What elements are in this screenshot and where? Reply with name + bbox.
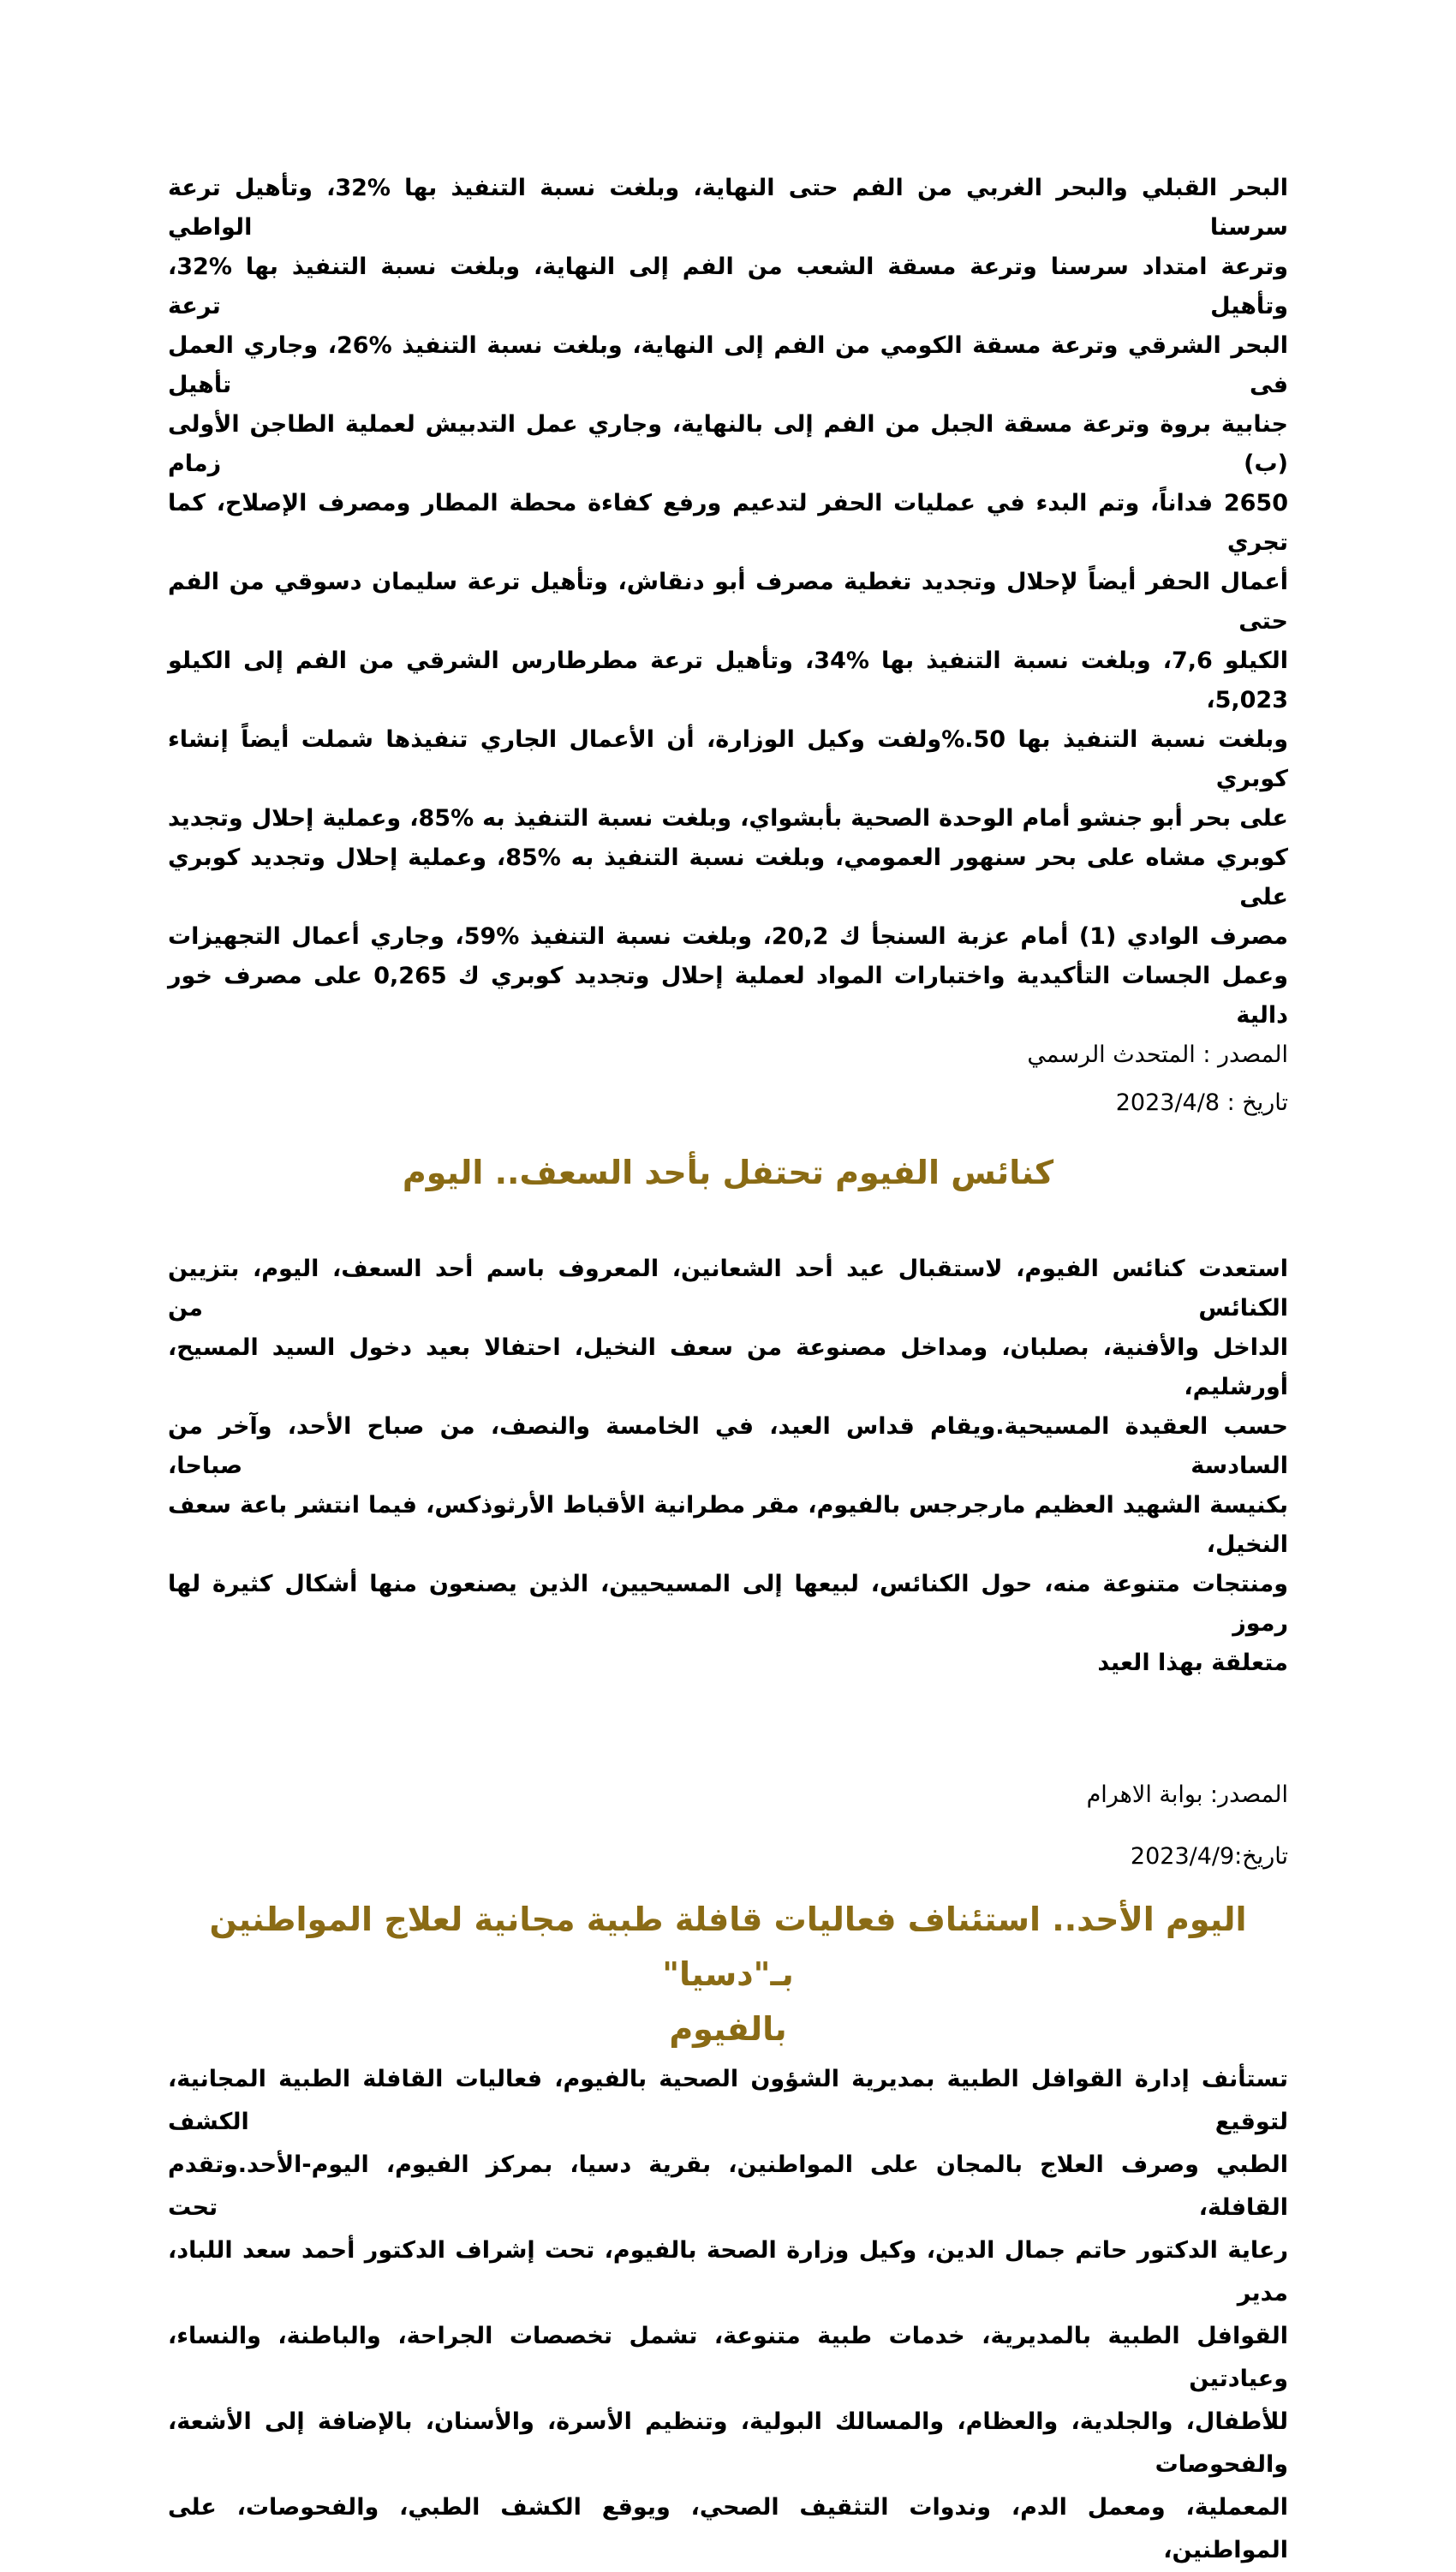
article-2-body-line-1: استعدت كنائس الفيوم، لاستقبال عيد أحد الشعانين، المعروف باسم أحد السعف، اليوم، بتزيين الكنائس من [168,1256,1288,1322]
article-3-headline [168,1892,1288,2056]
article-1-body-line-2: وترعة امتداد سرسنا وترعة مسقة الشعب من الفم إلى النهاية، وبلغت نسبة التنفيذ بها %32، وتأهيل ترعة [168,254,1288,319]
article-1-body-line-6: أعمال الحفر أيضاً لإحلال وتجديد تغطية مصرف أبو دنقاش، وتأهيل ترعة سليمان دسوقي من الفم حتى [168,569,1288,635]
article-1-body-line-7: الكيلو 7,6، وبلغت نسبة التنفيذ بها %34، وتأهيل ترعة مطرطارس الشرقي من الفم إلى الكيلو 5,023، [168,647,1289,713]
article-1-source-line: المصدر : المتحدث الرسمي [1027,1041,1288,1068]
article-1-body [168,169,1288,1035]
article-3-body-line-1: تستأنف إدارة القوافل الطبية بمديرية الشؤون الصحية بالفيوم، فعاليات القافلة الطبية المجانية، لتوقيع الكشف [168,2066,1288,2135]
article-2-body-line-2: الداخل والأفنية، بصلبان، ومداخل مصنوعة من سعف النخيل، احتفالا بعيد دخول السيد المسيح، أورشليم، [168,1334,1288,1400]
article-2-headline-line-1: كنائس الفيوم تحتفل بأحد السعف.. اليوم [402,1154,1054,1191]
article-1-body-line-3: البحر الشرقي وترعة مسقة الكومي من الفم إلى النهاية، وبلغت نسبة التنفيذ %26، وجاري العمل فى تأهيل [168,332,1288,398]
article-3-body [168,2058,1288,2572]
article-1-body-line-11: مصرف الوادي (1) أمام عزبة السنجأ ك 20,2، وبلغت نسبة التنفيذ %59، وجاري أعمال التجهيزات [168,923,1288,950]
article-1-body-line-4: جنابية بروة وترعة مسقة الجبل من الفم إلى بالنهاية، وجاري عمل التدبيش لعملية الطاجن الأولى (ب) زمام [168,411,1288,477]
article-3-body-line-6: المعملية، ومعمل الدم، وندوات التثقيف الصحي، ويوقع الكشف الطبي، والفحوصات، على المواطنين، [168,2494,1288,2563]
article-1-body-line-1: البحر القبلي والبحر الغربي من الفم حتى النهاية، وبلغت نسبة التنفيذ بها %32، وتأهيل ترعة سرسنا الواطي [168,175,1289,241]
article-3-body-line-5: للأطفال، والجلدية، والعظام، والمسالك البولية، وتنظيم الأسرة، والأسنان، بالإضافة إلى الأشعة، والفحوصات [168,2408,1288,2478]
article-1-body-line-10: كوبري مشاه على بحر سنهور العمومي، وبلغت نسبة التنفيذ به %85، وعملية إحلال وتجديد كوبري على [168,844,1288,910]
article-3-body-line-2: الطبي وصرف العلاج بالمجان على المواطنين، بقرية دسيا، بمركز الفيوم، اليوم-الأحد.وتقدم القافلة، تحت [168,2151,1288,2221]
article-2-body-line-6: متعلقة بهذا العيد [1097,1650,1288,1676]
article-3-headline-line-2: بالفيوم [669,2010,787,2048]
article-1-body-line-9: على بحر أبو جنشو أمام الوحدة الصحية بأبشواي، وبلغت نسبة التنفيذ به %85، وعملية إحلال وتجديد [168,805,1288,832]
article-1-body-line-12: وعمل الجسات التأكيدية واختبارات المواد لعملية إحلال وتجديد كوبري ك 0,265 على مصرف خور دالية [168,963,1288,1029]
document-content [168,0,1288,2572]
article-3-headline-line-1: اليوم الأحد.. استئناف فعاليات قافلة طبية مجانية لعلاج المواطنين بـ"دسيا" [209,1901,1247,1993]
article-1-date-line: تاريخ : 2023/4/8 [1115,1089,1288,1116]
article-2-body-line-4: بكنيسة الشهيد العظيم مارجرجس بالفيوم، مقر مطرانية الأقباط الأرثوذكس، فيما انتشر باعة سعف النخيل، [168,1492,1288,1558]
article-2-headline [168,1145,1288,1200]
article-2-source-line: المصدر: بوابة الاهرام [1086,1781,1288,1808]
article-3-body-line-3: رعاية الدكتور حاتم جمال الدين، وكيل وزارة الصحة بالفيوم، تحت إشراف الدكتور أحمد سعد اللباد، مدير [168,2237,1288,2306]
article-2-date-line: تاريخ:2023/4/9 [1130,1843,1288,1870]
article-1-body-line-5: 2650 فداناً، وتم البدء في عمليات الحفر لتدعيم ورفع كفاءة محطة المطار ومصرف الإصلاح، كما تجري [168,490,1288,556]
article-1-body-line-8: وبلغت نسبة التنفيذ بها 50.%ولفت وكيل الوزارة، أن الأعمال الجاري تنفيذها شملت أيضاً إنشاء كوبري [168,726,1288,792]
article-2-body-line-5: ومنتجات متنوعة منه، حول الكنائس، لبيعها إلى المسيحيين، الذين يصنعون منها أشكال كثيرة لها رموز [168,1571,1288,1637]
article-2-body [168,1250,1288,1683]
article-2-body-line-3: حسب العقيدة المسيحية.ويقام قداس العيد، في الخامسة والنصف، من صباح الأحد، وآخر من السادسة صباحا، [168,1413,1288,1479]
article-3-body-line-4: القوافل الطبية بالمديرية، خدمات طبية متنوعة، تشمل تخصصات الجراحة، والباطنة، والنساء، وعيادتين [168,2323,1288,2392]
